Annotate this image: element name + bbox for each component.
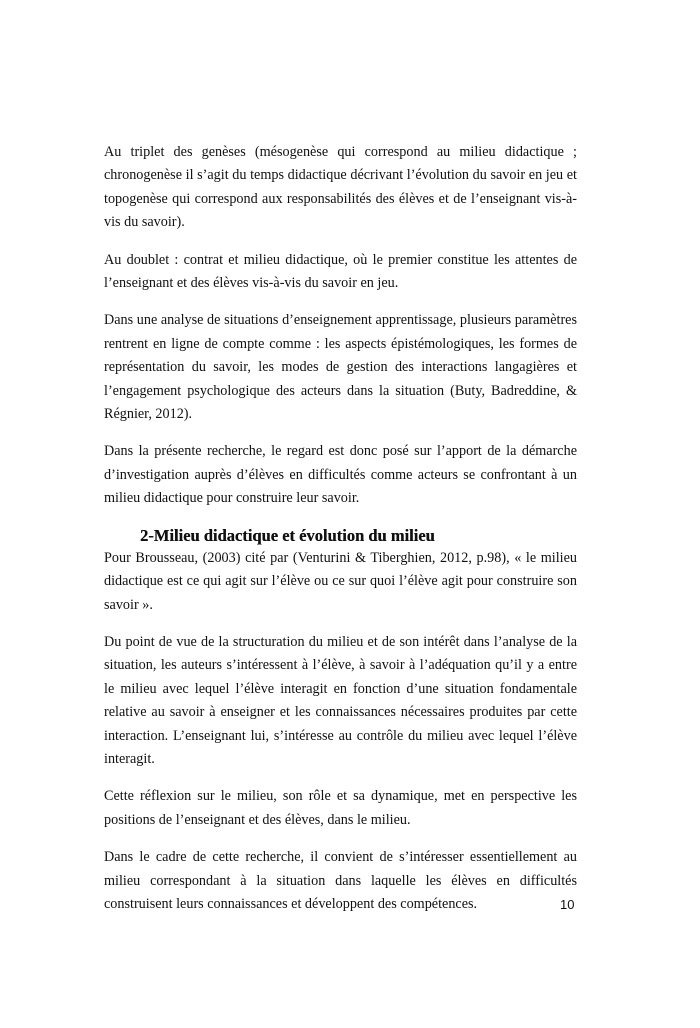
paragraph-doublet-contrat: Au doublet : contrat et milieu didactique, où le premier constitue les attentes de l’enseignant et des élèves vis-à-vis du savoir en jeu. <box>104 251 577 292</box>
paragraph-structuration-milieu: Du point de vue de la structuration du milieu et de son intérêt dans l’analyse de la situation, les auteurs s’intéressent à l’élève, à savoir à l’adéquation qu’il y a entre le milieu avec lequel l’élève interagit en fonction d’une situation fondamentale relative au savoir à enseigner et les connaissances nécessaires produites par cette interaction. L’enseignant lui, s’intéresse au contrôle du milieu avec lequel l’élève interagit. <box>104 633 577 767</box>
document-page-body <box>104 141 577 930</box>
section-heading: 2-Milieu didactique et évolution du milieu <box>140 525 435 545</box>
paragraph-analyse-situations: Dans une analyse de situations d’enseignement apprentissage, plusieurs paramètres rentrent en ligne de compte comme : les aspects épistémologiques, les formes de représentation du savoir, les modes de gestion des interactions langagières et l’engagement psychologique des acteurs dans la situation (Buty, Badreddine, & Régnier, 2012). <box>104 312 577 423</box>
paragraph-cadre-recherche: Dans le cadre de cette recherche, il convient de s’intéresser essentiellement au milieu correspondant à la situation dans laquelle les élèves en difficultés construisent leurs connaissances et développent des compétences. <box>104 849 577 912</box>
paragraph-presente-recherche: Dans la présente recherche, le regard est donc posé sur l’apport de la démarche d’investigation auprès d’élèves en difficultés comme acteurs se confrontant à un milieu didactique pour construire leur savoir. <box>104 443 577 507</box>
paragraph-brousseau-citation: Pour Brousseau, (2003) cité par (Venturini & Tiberghien, 2012, p.98), « le milieu didactique est ce qui agit sur l’élève ou ce sur quoi l’élève agit pour construire son savoir ». <box>104 549 577 613</box>
paragraph-triplet-geneses: Au triplet des genèses (mésogenèse qui correspond au milieu didactique ; chronogenèse il s’agit du temps didactique décrivant l’évolution du savoir en jeu et topogenèse qui correspond aux responsabilités des élèves et de l’enseignant vis-à-vis du savoir). <box>104 144 577 231</box>
paragraph-reflexion-milieu: Cette réflexion sur le milieu, son rôle et sa dynamique, met en perspective les positions de l’enseignant et des élèves, dans le milieu. <box>104 788 577 828</box>
page-number: 10 <box>560 897 575 912</box>
